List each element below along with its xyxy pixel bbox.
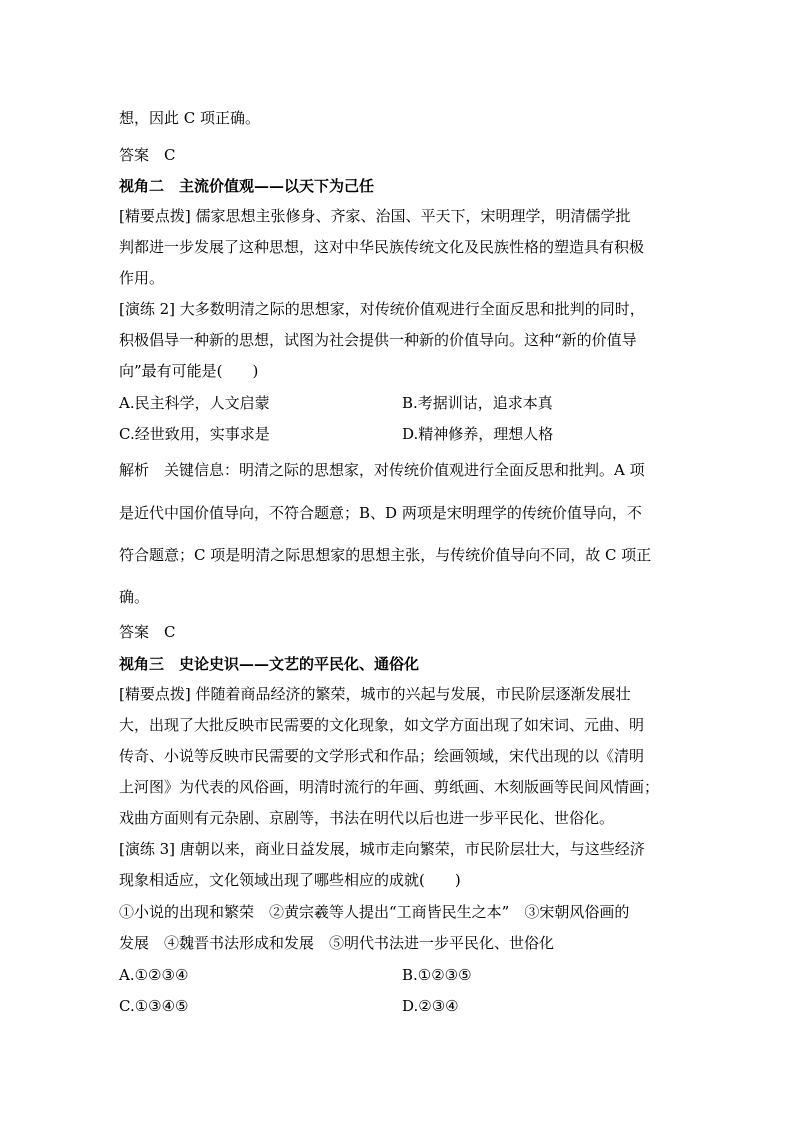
exercise3-option-d: D.②③④ xyxy=(402,997,459,1015)
section2-tip-line: [精要点拨] 儒家思想主张修身、齐家、治国、平天下，宋明理学，明清儒学批 xyxy=(119,207,631,225)
exercise2-option-b: B.考据训诂，追求本真 xyxy=(402,394,553,412)
exercise2-option-d: D.精神修养，理想人格 xyxy=(402,425,554,443)
exercise3-line: [演练 3] 唐朝以来，商业日益发展，城市走向繁荣，市民阶层壮大，与这些经济 xyxy=(119,840,645,858)
exercise3-line: 现象相适应，文化领域出现了哪些相应的成就( ) xyxy=(119,871,461,889)
exercise3-line: 发展 ④魏晋书法形成和发展 ⑤明代书法进一步平民化、世俗化 xyxy=(119,934,555,952)
exercise2-answer: 答案 C xyxy=(119,623,176,641)
section2-tip-line: 判都进一步发展了这种思想，这对中华民族传统文化及民族性格的塑造具有积极 xyxy=(119,238,645,256)
section3-tip-line: 传奇、小说等反映市民需要的文学形式和作品；绘画领域，宋代出现的以《清明 xyxy=(119,747,645,765)
prev-answer: 答案 C xyxy=(119,146,176,164)
analysis-line: 符合题意；C 项是明清之际思想家的思想主张，与传统价值导向不同，故 C 项正 xyxy=(119,546,652,564)
exercise3-line: ①小说的出现和繁荣 ②黄宗羲等人提出“工商皆民生之本” ③宋朝风俗画的 xyxy=(119,903,630,921)
section3-tip-line: 上河图》为代表的风俗画，明清时流行的年画、剪纸画、木刻版画等民间风情画； xyxy=(119,778,660,796)
exercise2-line: [演练 2] 大多数明清之际的思想家，对传统价值观进行全面反思和批判的同时， xyxy=(119,300,645,318)
exercise2-line: 向”最有可能是( ) xyxy=(119,362,259,380)
analysis-line: 解析 关键信息：明清之际的思想家，对传统价值观进行全面反思和批判。A 项 xyxy=(119,461,645,479)
analysis-line: 确。 xyxy=(119,588,150,606)
exercise2-option-a: A.民主科学，人文启蒙 xyxy=(119,394,270,412)
exercise3-option-b: B.①②③⑤ xyxy=(402,966,472,984)
analysis-line: 是近代中国价值导向，不符合题意；B、D 两项是宋明理学的传统价值导向，不 xyxy=(119,504,642,522)
exercise2-line: 积极倡导一种新的思想，试图为社会提供一种新的价值导向。这种“新的价值导 xyxy=(119,331,637,349)
section3-tip-line: 大，出现了大批反映市民需要的文化现象，如文学方面出现了如宋词、元曲、明 xyxy=(119,716,645,734)
exercise2-option-c: C.经世致用，实事求是 xyxy=(119,425,270,443)
section2-tip-line: 作用。 xyxy=(119,269,165,287)
exercise3-option-c: C.①③④⑤ xyxy=(119,997,189,1015)
section3-heading: 视角三 史论史识——文艺的平民化、通俗化 xyxy=(119,655,420,673)
section2-heading: 视角二 主流价值观——以天下为己任 xyxy=(119,177,375,195)
prev-conclusion-line: 想，因此 C 项正确。 xyxy=(119,109,261,127)
section3-tip-line: 戏曲方面则有元杂剧、京剧等，书法在明代以后也进一步平民化、世俗化。 xyxy=(119,809,615,827)
section3-tip-line: [精要点拨] 伴随着商品经济的繁荣，城市的兴起与发展，市民阶层逐渐发展壮 xyxy=(119,685,631,703)
exercise3-option-a: A.①②③④ xyxy=(119,966,189,984)
